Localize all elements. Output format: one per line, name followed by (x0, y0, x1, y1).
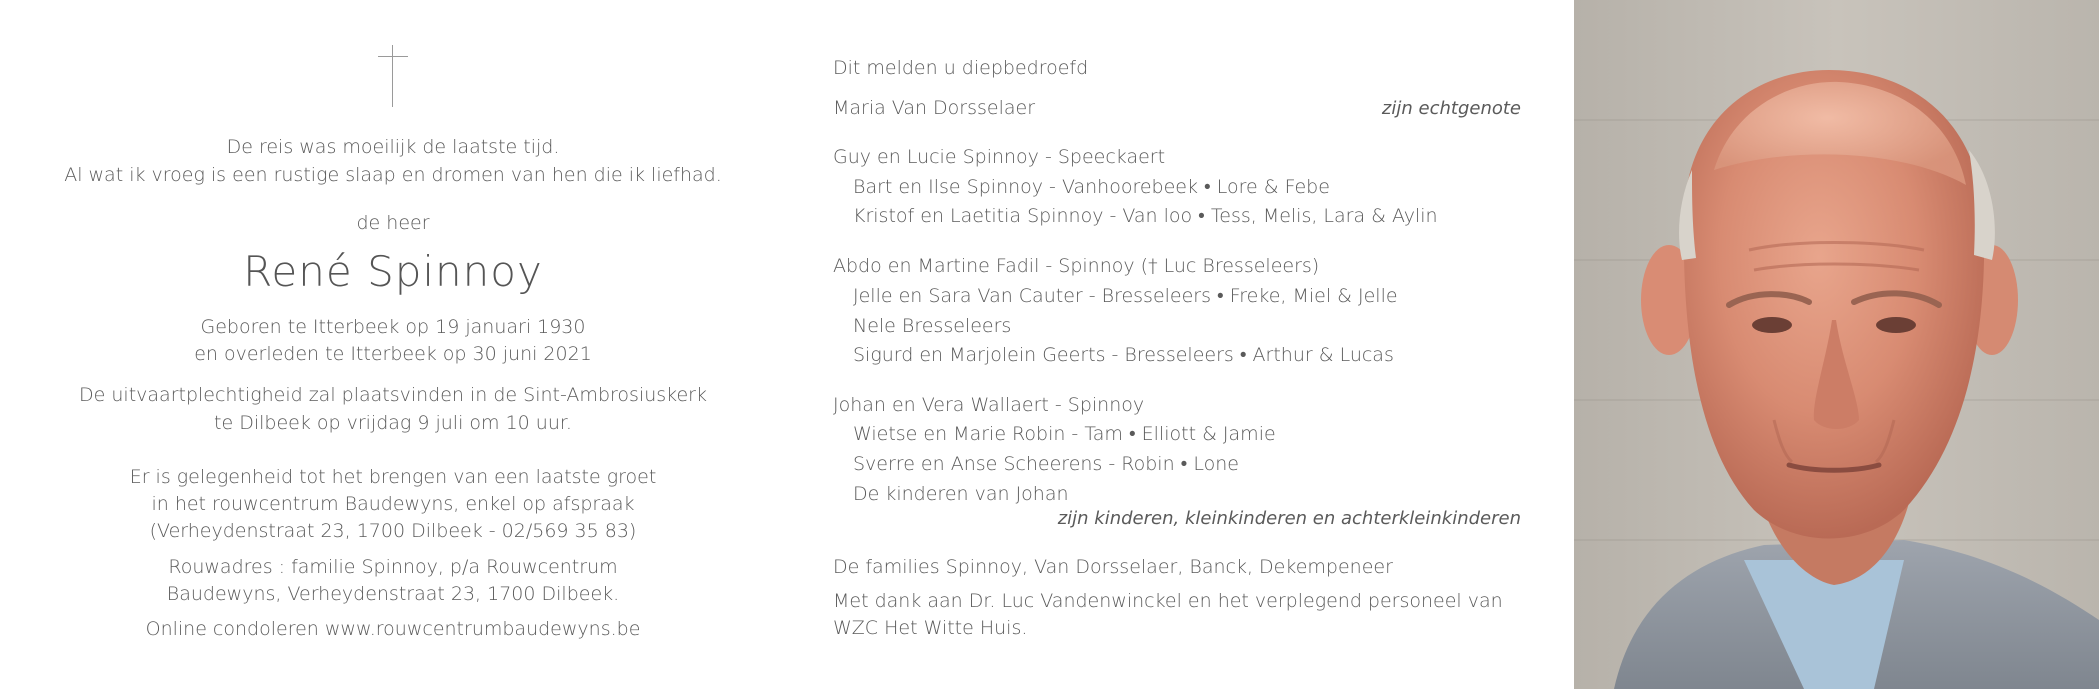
address-line-1: Rouwadres : familie Spinnoy, p/a Rouwcentrum (168, 556, 618, 578)
family-head-1: Guy en Lucie Spinnoy - Speeckaert (833, 146, 1166, 168)
family-3-child-1: Wietse en Marie Robin - Tam • Elliott & Jamie (853, 423, 1276, 445)
deceased-name: René Spinnoy (243, 247, 543, 296)
online-condolence-link[interactable]: Online condoleren www.rouwcentrumbaudewyns.be (145, 618, 641, 640)
thanks-line-2: WZC Het Witte Huis. (833, 617, 1028, 639)
poem-line-2: Al wat ik vroeg is een rustige slaap en dromen van hen die ik liefhad. (64, 164, 722, 186)
thanks-line-1: Met dank aan Dr. Luc Vandenwinckel en het verplegend personeel van (833, 590, 1503, 612)
family-head-3: Johan en Vera Wallaert - Spinnoy (833, 394, 1145, 416)
address-line-2: Baudewyns, Verheydenstraat 23, 1700 Dilbeek. (166, 583, 620, 605)
spouse-role: zijn echtgenote (1381, 98, 1521, 119)
family-2-child-3: Sigurd en Marjolein Geerts - Bresseleers • Arthur & Lucas (853, 344, 1394, 366)
children-role: zijn kinderen, kleinkinderen en achterkleinkinderen (1057, 508, 1521, 529)
family-1-child-2: Kristof en Laetitia Spinnoy - Van loo • Tess, Melis, Lara & Aylin (853, 205, 1438, 227)
farewell-line-2: in het rouwcentrum Baudewyns, enkel op afspraak (151, 493, 635, 515)
family-head-2: Abdo en Martine Fadil - Spinnoy († Luc Bresseleers) (833, 255, 1320, 277)
birth-line: Geboren te Itterbeek op 19 januari 1930 (200, 316, 586, 338)
funeral-line-2: te Dilbeek op vrijdag 9 juli om 10 uur. (214, 412, 572, 434)
family-3-child-3: De kinderen van Johan (853, 483, 1069, 505)
portrait-photo (1574, 0, 2099, 689)
intro-text: Dit melden u diepbedroefd (833, 57, 1089, 79)
family-column (833, 0, 1521, 689)
families-line: De families Spinnoy, Van Dorsselaer, Banck, Dekempeneer (833, 556, 1393, 578)
death-line: en overleden te Itterbeek op 30 juni 2021 (194, 343, 592, 365)
farewell-line-1: Er is gelegenheid tot het brengen van een laatste groet (129, 466, 657, 488)
salutation: de heer (356, 212, 430, 234)
family-3-child-2: Sverre en Anse Scheerens - Robin • Lone (853, 453, 1239, 475)
funeral-line-1: De uitvaartplechtigheid zal plaatsvinden in de Sint-Ambrosiuskerk (79, 384, 707, 406)
poem-line-1: De reis was moeilijk de laatste tijd. (226, 136, 560, 158)
left-column (0, 0, 786, 689)
cross-icon (378, 45, 408, 107)
farewell-line-3: (Verheydenstraat 23, 1700 Dilbeek - 02/569 35 83) (149, 520, 637, 542)
family-2-child-1: Jelle en Sara Van Cauter - Bresseleers • Freke, Miel & Jelle (853, 285, 1398, 307)
spouse-name: Maria Van Dorsselaer (833, 97, 1036, 119)
family-1-child-1: Bart en Ilse Spinnoy - Vanhoorebeek • Lore & Febe (853, 176, 1330, 198)
family-2-child-2: Nele Bresseleers (853, 315, 1012, 337)
